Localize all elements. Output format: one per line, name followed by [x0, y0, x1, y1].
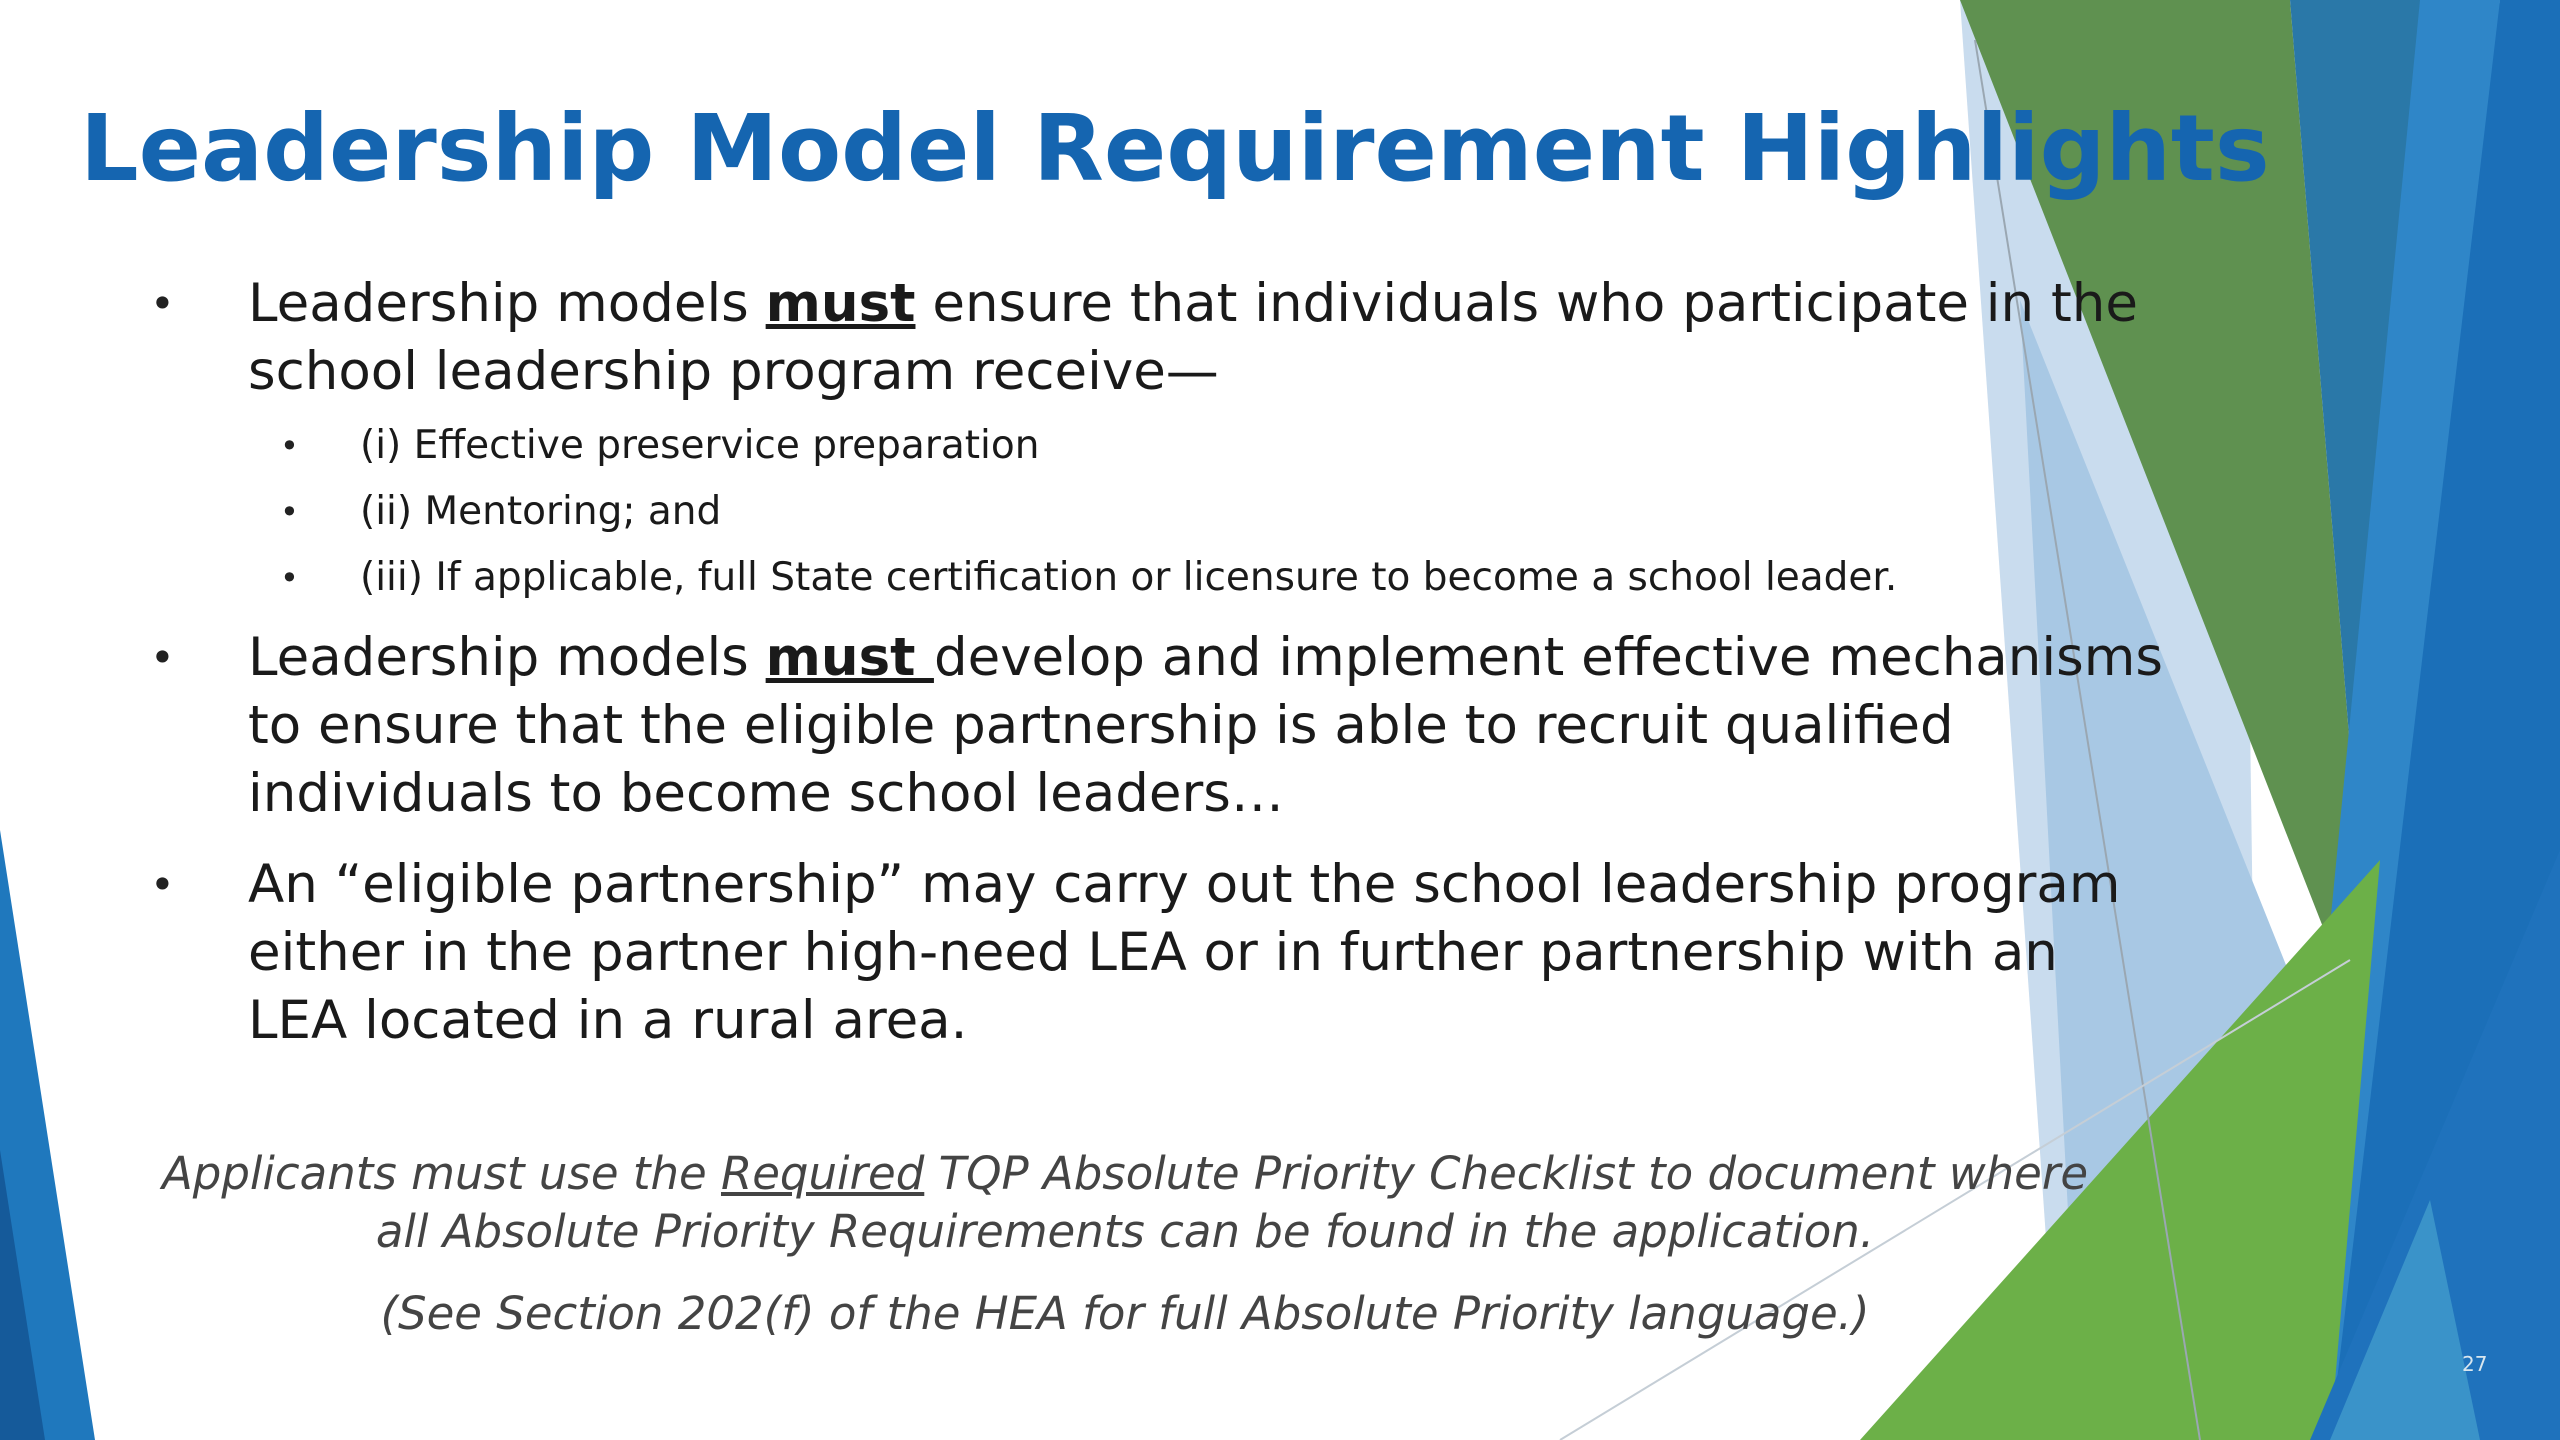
- sub-bullet-marker: •: [280, 493, 299, 531]
- emphasis-must: must: [765, 627, 934, 688]
- sub-item-3: (iii) If applicable, full State certification or licensure to become a school leader.: [360, 555, 1898, 600]
- bullet-2-line-2: to ensure that the eligible partnership is able to recruit qualified: [248, 695, 1954, 756]
- bullet-marker: •: [150, 633, 175, 682]
- bullet-3-line-1: An “eligible partnership” may carry out the school leadership program: [248, 854, 2121, 915]
- bullet-2-line-3: individuals to become school leaders…: [248, 763, 1284, 824]
- page-number: 27: [2462, 1352, 2488, 1376]
- bullet-1-line-2: school leadership program receive—: [248, 341, 1219, 402]
- note-line-1: Applicants must use the Required TQP Absolute Priority Checklist to document where: [161, 1147, 2089, 1200]
- sub-bullet-marker: •: [280, 427, 299, 465]
- slide-title: Leadership Model Requirement Highlights: [80, 95, 2270, 202]
- bullet-marker: •: [150, 860, 175, 909]
- sub-item-1: (i) Effective preservice preparation: [360, 423, 1040, 468]
- note-line-3: (See Section 202(f) of the HEA for full Absolute Priority language.): [380, 1287, 1870, 1340]
- note-line-2: all Absolute Priority Requirements can be found in the application.: [375, 1205, 1875, 1258]
- bullet-1-line-1: Leadership models must ensure that individuals who participate in the: [248, 273, 2138, 334]
- bullet-2-line-1: Leadership models must develop and implement effective mechanisms: [248, 627, 2163, 688]
- bullet-3-line-2: either in the partner high-need LEA or in further partnership with an: [248, 922, 2058, 983]
- bullet-marker: •: [150, 279, 175, 328]
- sub-item-2: (ii) Mentoring; and: [360, 489, 722, 534]
- sub-bullet-marker: •: [280, 559, 299, 597]
- emphasis-must: must: [765, 273, 916, 334]
- bullet-3-line-3: LEA located in a rural area.: [248, 990, 968, 1051]
- note-required-underlined: Required: [720, 1147, 925, 1200]
